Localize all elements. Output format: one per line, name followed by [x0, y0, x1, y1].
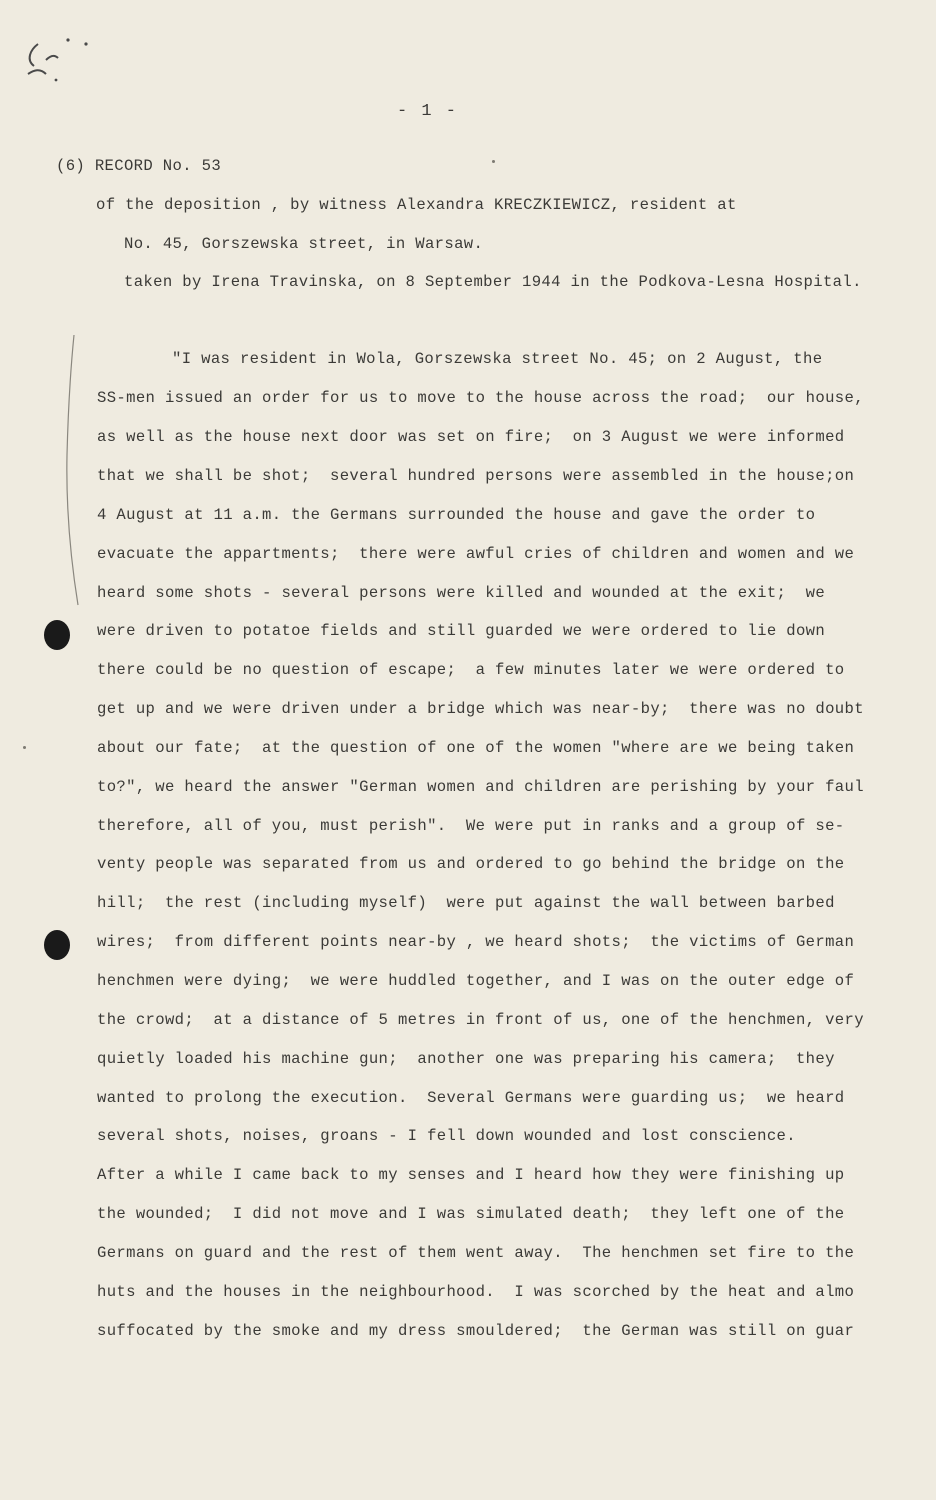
page-number: - 1 - [397, 102, 459, 121]
body-line: wires; from different points near-by , we heard shots; the victims of German [97, 933, 855, 951]
body-line: the wounded; I did not move and I was simulated death; they left one of the [97, 1205, 845, 1223]
body-line: wanted to prolong the execution. Several Germans were guarding us; we heard [97, 1089, 845, 1107]
body-line: heard some shots - several persons were killed and wounded at the exit; we [97, 584, 826, 602]
body-line: evacuate the appartments; there were awful cries of children and women and we [97, 545, 855, 563]
margin-pencil-line [64, 335, 84, 615]
punch-hole [44, 930, 70, 960]
speck [23, 746, 26, 749]
header-line-2: No. 45, Gorszewska street, in Warsaw. [124, 235, 484, 253]
body-line: "I was resident in Wola, Gorszewska street No. 45; on 2 August, the [172, 350, 823, 368]
body-line: After a while I came back to my senses and I heard how they were finishing up [97, 1166, 845, 1184]
body-line: therefore, all of you, must perish". We were put in ranks and a group of se- [97, 817, 845, 835]
body-line: huts and the houses in the neighbourhood. I was scorched by the heat and almo [97, 1283, 855, 1301]
body-line: to?", we heard the answer "German women and children are perishing by your faul [97, 778, 864, 796]
body-line: there could be no question of escape; a few minutes later we were ordered to [97, 661, 845, 679]
body-line: suffocated by the smoke and my dress smouldered; the German was still on guar [97, 1322, 855, 1340]
body-line: SS-men issued an order for us to move to the house across the road; our house, [97, 389, 864, 407]
body-line: about our fate; at the question of one of the women "where are we being taken [97, 739, 855, 757]
punch-hole [44, 620, 70, 650]
body-line: that we shall be shot; several hundred persons were assembled in the house;on [97, 467, 855, 485]
body-line: hill; the rest (including myself) were put against the wall between barbed [97, 894, 835, 912]
body-line: get up and we were driven under a bridge which was near-by; there was no doubt [97, 700, 864, 718]
body-line: were driven to potatoe fields and still guarded we were ordered to lie down [97, 622, 826, 640]
header-line-3: taken by Irena Travinska, on 8 September 1944 in the Podkova-Lesna Hospital. [124, 273, 862, 291]
body-line: 4 August at 11 a.m. the Germans surrounded the house and gave the order to [97, 506, 816, 524]
record-title: (6) RECORD No. 53 [56, 157, 222, 175]
body-line: quietly loaded his machine gun; another one was preparing his camera; they [97, 1050, 835, 1068]
body-line: as well as the house next door was set on fire; on 3 August we were informed [97, 428, 845, 446]
body-line: the crowd; at a distance of 5 metres in front of us, one of the henchmen, very [97, 1011, 864, 1029]
handwritten-annotation [16, 30, 96, 90]
speck [492, 160, 495, 163]
body-line: several shots, noises, groans - I fell down wounded and lost conscience. [97, 1127, 796, 1145]
body-line: venty people was separated from us and ordered to go behind the bridge on the [97, 855, 845, 873]
body-line: henchmen were dying; we were huddled together, and I was on the outer edge of [97, 972, 855, 990]
header-line-1: of the deposition , by witness Alexandra KRECZKIEWICZ, resident at [96, 196, 737, 214]
body-line: Germans on guard and the rest of them went away. The henchmen set fire to the [97, 1244, 855, 1262]
